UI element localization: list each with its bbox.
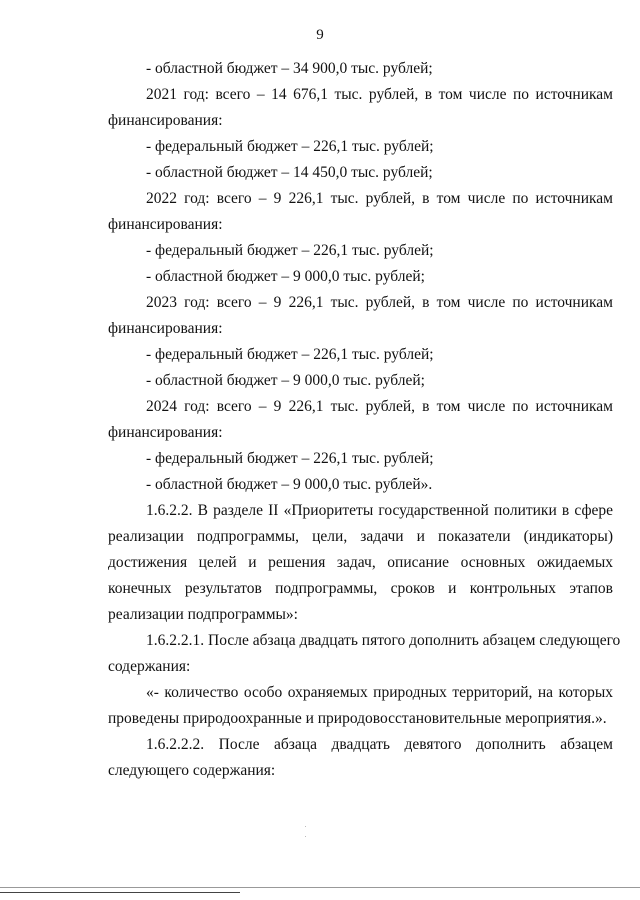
text-line: - федеральный бюджет – 226,1 тыс. рублей;	[146, 346, 434, 363]
text-line: следующего содержания:	[108, 762, 276, 779]
text-line: - областной бюджет – 9 000,0 тыс. рублей».	[146, 476, 433, 493]
text-line: финансирования:	[108, 216, 223, 233]
text-line: 1.6.2.2. В разделе II «Приоритеты государственной политики в сфере	[146, 502, 613, 519]
text-line: конечных результатов подпрограммы, сроков и контрольных этапов	[108, 580, 613, 597]
text-line: 1.6.2.2.2. После абзаца двадцать девятого дополнить абзацем	[146, 736, 613, 753]
text-line: финансирования:	[108, 112, 223, 129]
text-line: - областной бюджет – 9 000,0 тыс. рублей;	[146, 372, 425, 389]
text-line: «- количество особо охраняемых природных территорий, на которых	[146, 684, 613, 701]
document-body	[108, 56, 621, 784]
text-line: достижения целей и решения задач, описание основных ожидаемых	[108, 554, 613, 571]
text-line: - федеральный бюджет – 226,1 тыс. рублей;	[146, 138, 434, 155]
page-number: 9	[316, 27, 324, 43]
text-line: финансирования:	[108, 424, 223, 441]
text-line: реализации подпрограммы, цели, задачи и показатели (индикаторы)	[108, 528, 613, 545]
text-line: реализации подпрограммы»:	[108, 606, 298, 623]
page-bottom-edge	[0, 887, 640, 888]
scan-artifact	[305, 836, 306, 837]
text-line: - областной бюджет – 9 000,0 тыс. рублей;	[146, 268, 425, 285]
scan-artifact	[305, 826, 306, 827]
text-line: проведены природоохранные и природовосстановительные мероприятия.».	[108, 710, 607, 727]
page-bottom-edge-shadow	[0, 892, 240, 893]
text-line: 2022 год: всего – 9 226,1 тыс. рублей, в том числе по источникам	[146, 190, 613, 207]
text-line: содержания:	[108, 658, 191, 675]
text-line: - федеральный бюджет – 226,1 тыс. рублей;	[146, 242, 434, 259]
text-line: 1.6.2.2.1. После абзаца двадцать пятого дополнить абзацем следующего	[146, 632, 621, 649]
text-line: - федеральный бюджет – 226,1 тыс. рублей;	[146, 450, 434, 467]
text-line: финансирования:	[108, 320, 223, 337]
text-line: - областной бюджет – 34 900,0 тыс. рублей;	[146, 60, 433, 77]
text-line: 2021 год: всего – 14 676,1 тыс. рублей, в том числе по источникам	[146, 86, 613, 103]
text-line: - областной бюджет – 14 450,0 тыс. рублей;	[146, 164, 433, 181]
text-line: 2023 год: всего – 9 226,1 тыс. рублей, в том числе по источникам	[146, 294, 613, 311]
text-line: 2024 год: всего – 9 226,1 тыс. рублей, в том числе по источникам	[146, 398, 613, 415]
